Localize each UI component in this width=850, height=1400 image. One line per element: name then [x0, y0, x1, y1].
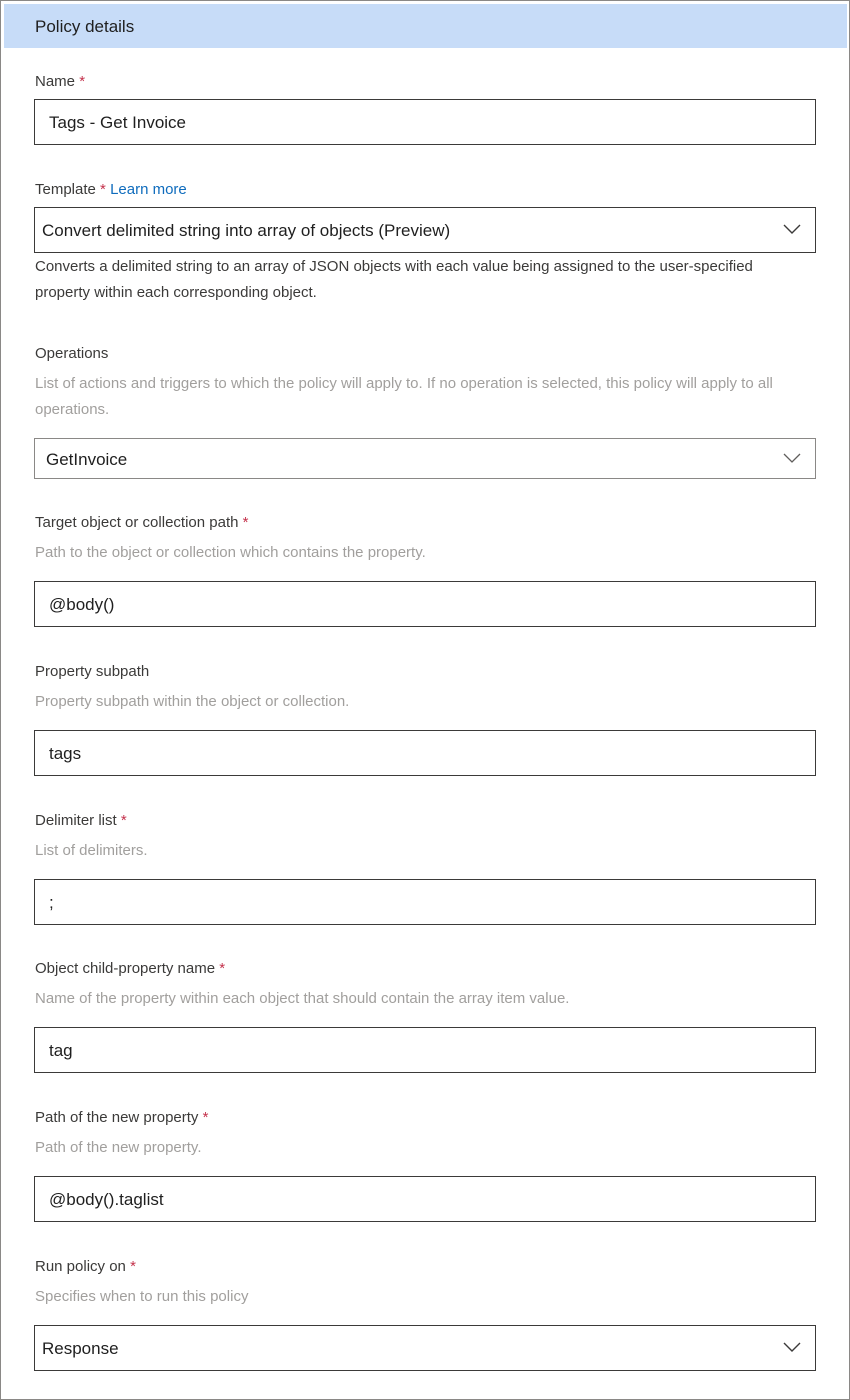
name-input-value: Tags - Get Invoice — [49, 113, 187, 132]
property-subpath-input-value: tags — [49, 744, 82, 763]
child-property-input[interactable] — [34, 1027, 816, 1073]
required-marker: * — [242, 514, 249, 531]
operations-label-text: Operations — [35, 345, 109, 362]
new-property-path-helper: Path of the new property. — [35, 1139, 202, 1156]
required-marker: * — [219, 960, 226, 977]
required-marker: * — [79, 73, 86, 90]
operations-helper-line: List of actions and triggers to which the policy will apply to. If no operation is selected, this policy will apply to all — [35, 375, 773, 392]
run-policy-on-label-text: Run policy on — [35, 1258, 126, 1275]
chevron-down-icon — [783, 1340, 801, 1354]
template-label — [35, 181, 187, 198]
child-property-helper: Name of the property within each object that should contain the array item value. — [35, 990, 570, 1007]
delimiter-list-helper: List of delimiters. — [35, 842, 148, 859]
property-subpath-label — [35, 663, 149, 680]
template-description-line: property within each corresponding object. — [35, 284, 317, 301]
run-policy-on-selected-value: Response — [42, 1339, 119, 1358]
delimiter-list-label-text: Delimiter list — [35, 812, 117, 829]
name-label-text: Name — [35, 73, 76, 90]
chevron-down-icon — [783, 451, 801, 465]
target-path-label — [35, 514, 248, 531]
run-policy-on-label — [35, 1258, 136, 1275]
template-label-text: Template — [35, 181, 96, 198]
panel-title: Policy details — [35, 17, 135, 36]
property-subpath-helper: Property subpath within the object or collection. — [35, 693, 350, 710]
template-description — [35, 254, 815, 306]
new-property-path-input[interactable] — [34, 1176, 816, 1222]
delimiter-list-input[interactable] — [34, 879, 816, 925]
target-path-label-text: Target object or collection path — [35, 514, 239, 531]
run-policy-on-helper: Specifies when to run this policy — [35, 1288, 249, 1305]
panel-header — [4, 4, 847, 48]
new-property-path-label-text: Path of the new property — [35, 1109, 199, 1126]
delimiter-list-label — [35, 812, 127, 829]
name-input[interactable] — [34, 99, 816, 145]
learn-more-link[interactable]: Learn more — [110, 181, 187, 198]
operations-label — [35, 345, 108, 362]
operations-helper-line: operations. — [35, 401, 110, 418]
required-marker: * — [130, 1258, 136, 1275]
required-marker: * — [100, 181, 106, 198]
required-marker: * — [120, 812, 127, 829]
property-subpath-input[interactable] — [34, 730, 816, 776]
property-subpath-label-text: Property subpath — [35, 663, 150, 680]
run-policy-on-dropdown[interactable] — [34, 1325, 816, 1371]
target-path-helper: Path to the object or collection which contains the property. — [35, 544, 426, 561]
required-marker: * — [202, 1109, 209, 1126]
template-selected-value: Convert delimited string into array of objects (Preview) — [42, 221, 451, 240]
target-path-input-value: @body() — [49, 595, 115, 614]
child-property-label — [35, 960, 225, 977]
new-property-path-input-value: @body().taglist — [49, 1190, 164, 1209]
new-property-path-label — [35, 1109, 208, 1126]
child-property-label-text: Object child-property name — [35, 960, 216, 977]
chevron-down-icon — [783, 222, 801, 236]
operations-helper — [35, 371, 815, 423]
operations-dropdown[interactable] — [34, 438, 816, 479]
template-dropdown[interactable] — [34, 207, 816, 253]
operations-selected-value: GetInvoice — [46, 450, 128, 469]
child-property-input-value: tag — [49, 1041, 73, 1060]
name-label — [35, 73, 85, 90]
delimiter-list-input-value: ; — [49, 893, 54, 912]
template-description-line: Converts a delimited string to an array of JSON objects with each value being assigned to the user-specified — [35, 258, 753, 275]
target-path-input[interactable] — [34, 581, 816, 627]
